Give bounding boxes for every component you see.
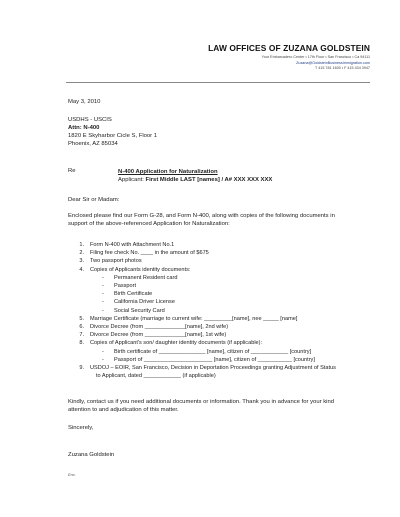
sub-list-item: - Passport of ______________________ [name], citizen of ___________ [country] [102,356,315,363]
list-item: 5. Marriage Certificate (marriage to current wife: _________[name], nee _____ [name] [79,315,298,322]
list-item-continuation: to Applicant, dated ____________ (if applicable) [96,373,216,380]
letter-date: May 3, 2010 [68,99,101,105]
sub-list-item: - Passport [102,283,137,290]
recipient-line-1: USDHS - USCIS [68,117,112,123]
enclosure-list [68,241,336,380]
list-item: 7. Divorce Decree (from _____________[name], 1st wife) [79,332,227,339]
sub-list-item: - California Driver License [102,299,175,306]
recipient-line-3: 1820 E Skyharbor Cicle S, Floor 1 [68,133,158,139]
re-applicant [118,176,272,184]
re-block [118,168,272,184]
re-applicant-name: First Middle LAST [names] / A# XXX XXX XXX [145,177,273,184]
list-item: 3. Two passport photos [79,258,142,265]
letterhead-title: LAW OFFICES OF ZUZANA GOLDSTEIN [208,43,370,53]
letterhead-divider [66,82,370,83]
letterhead-email[interactable]: Zuzana@GoldsteinBusinessImmigration.com [296,60,370,65]
closing-line-1: Kindly, contact us if you need additional documents or information. Thank you in advance for your kind [68,399,334,405]
recipient-line-2: Attn: N-400 [68,125,100,131]
signer-name: Zuzana Goldstein [68,452,115,458]
intro-line-2: support of the above-referenced Application for Naturalization: [68,221,230,227]
letterhead-address: Your Embarcadero Center • 17th Floor • San Francisco • Ca 94111 [261,55,370,59]
re-label: Re [68,168,76,174]
letterhead-phone: T 415 781 1600 • F 415 434 3947 [315,66,370,70]
list-item: 9. USDOJ – EOIR, San Francisco, Decision in Deportation Proceedings granting Adjustment of Status [79,365,336,372]
sub-list-item: - Birth certificate of _______________ [name], citizen of ____________ [country] [102,348,312,355]
re-subject: N-400 Application for Naturalization [118,169,218,175]
list-item: 4. Copies of Applicants identity documents: [79,266,191,273]
salutation: Dear Sir or Madam: [68,197,120,203]
enclosure-note: Enc. [68,472,77,477]
sincerely: Sincerely, [68,425,94,431]
list-item: 1. Form N-400 with Attachment No.1 [79,242,175,248]
list-item: 8. Copies of Applicant's son/ daughter identity documents (if applicable): [79,340,263,347]
sub-list-item: - Permanent Resident card [102,274,178,281]
re-applicant-prefix: Applicant: [118,177,146,184]
sub-list-item: - Social Security Card [102,307,165,314]
sub-list-item: - Birth Certificate [102,291,153,298]
list-item: 2. Filing fee check No. ____ in the amount of $675 [79,250,209,257]
list-item: 6. Divorce Decree (from _____________[name], 2nd wife) [79,324,229,331]
intro-line-1: Enclosed please find our Form G-28, and Form N-400, along with copies of the following documents in [68,213,335,219]
closing-line-2: attention to and adjudication of this matter. [68,407,179,413]
recipient-line-4: Phoenix, AZ 85034 [68,141,118,147]
